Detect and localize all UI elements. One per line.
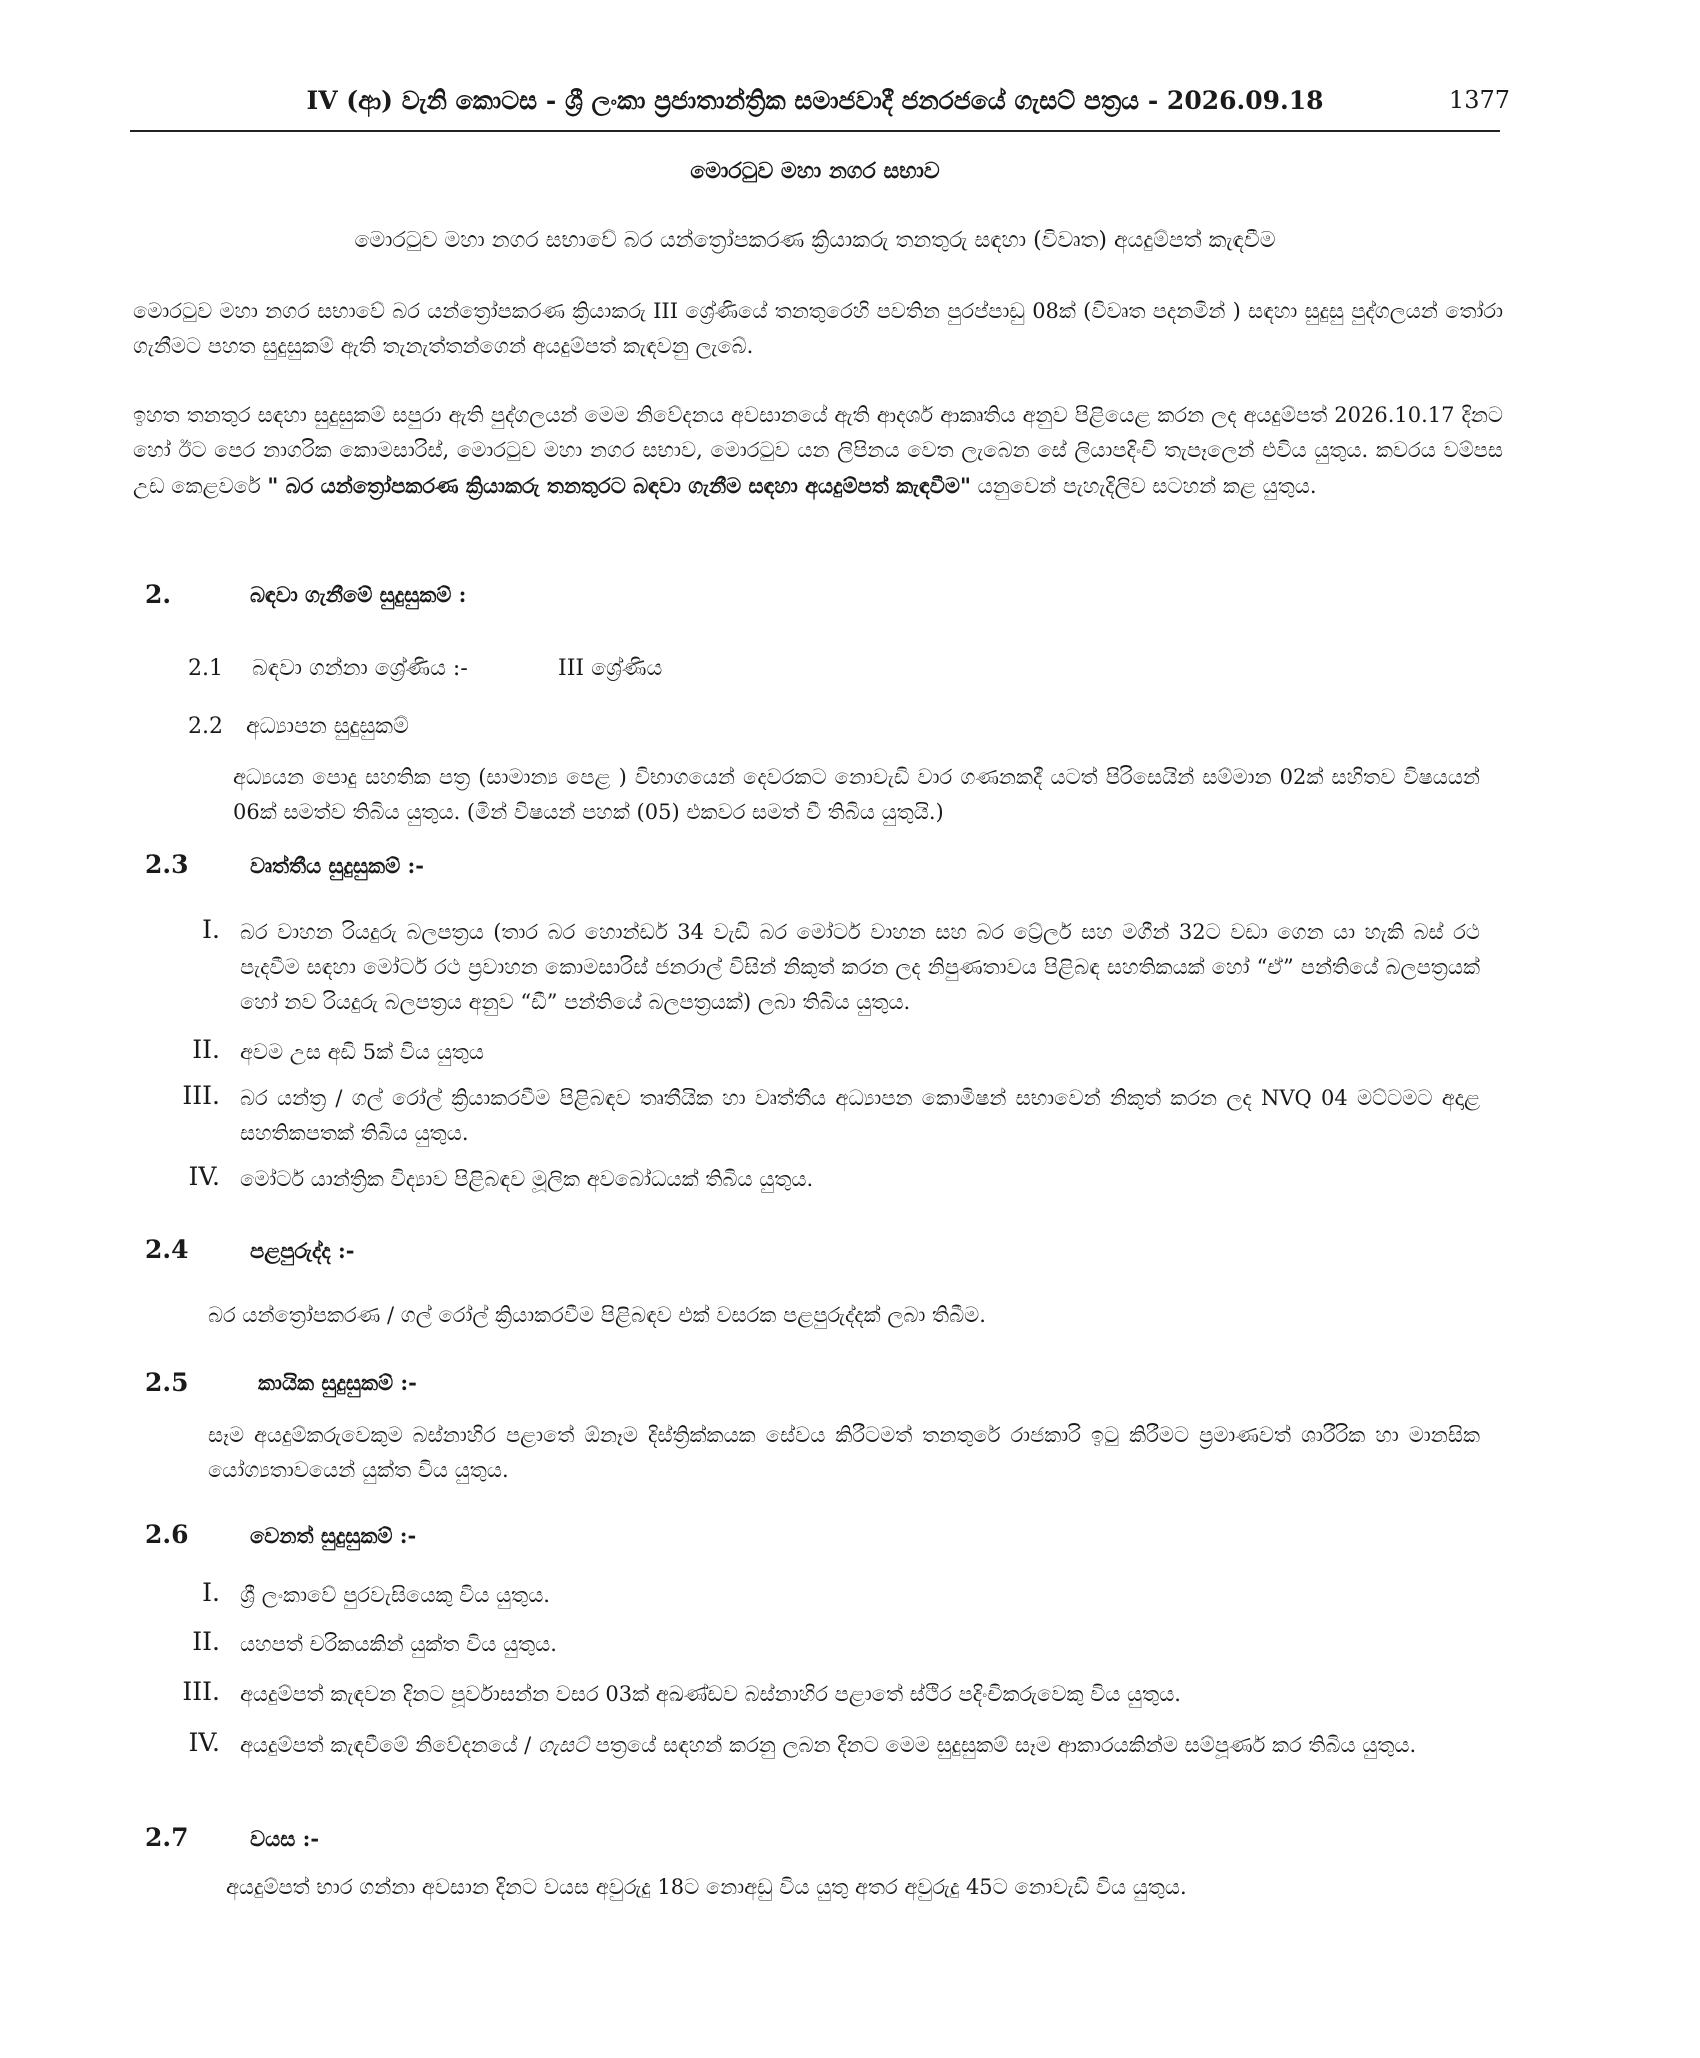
other-qualification-text: අයදුම්පත් කැඳවීමේ නිවේදනයේ / <box>240 1733 538 1757</box>
gazette-word: ගැසට් <box>537 1733 589 1757</box>
other-qualification-item: අයදුම්පත් කැඳවන දිනට පූර්වාසන්න වසර 03ක් අඛණ්ඩව බස්නාහිර පළාතේ ස්ථිර පදිංචිකරුවෙකු විය යුතුය. <box>240 1682 1181 1706</box>
other-qualification-item <box>240 1728 1480 1763</box>
section-2-4-text: බර යන්ත්‍රෝපකරණ / ගල් රෝල් ක්‍රියාකරවීම පිළිබඳව එක් වසරක පළපුරුද්දක් ලබා තිබීම. <box>208 1303 986 1327</box>
section-2-1-value: III ශ්‍රේණිය <box>558 656 663 681</box>
council-title: මොරටුව මහා නගර සභාව <box>690 158 940 184</box>
intro-paragraph-2 <box>133 398 1503 504</box>
vocational-item-number: I. <box>202 915 220 944</box>
section-2-7-number: 2.7 <box>145 1823 189 1852</box>
other-qualification-text-tail: පත්‍රයේ සඳහන් කරනු ලබන දිනට මෙම සුදුසුකම් සෑම ආකාරයකින්ම සම්පූර්ණ කර තිබිය යුතුය. <box>588 1733 1417 1757</box>
section-2-6-number: 2.6 <box>145 1520 189 1549</box>
vocational-item-number: III. <box>182 1081 220 1110</box>
vocational-item: බර වාහන රියදුරු බලපත්‍රය (තාර බර හොන්ඩර් 34 වැඩි බර මෝටර් වාහන සහ බර ට්‍රේලර් සහ මගීන් 32ට වඩා ගෙන යා හැකි බස් රථ පැදවීම සඳහා මෝටර් රථ ප්‍රවාහන කොමසාරිස් ජනරාල් විසින් නිකුත් කරන ලද නිපුණතාවය පිළිබඳ සහතිකයක් හෝ “ඒ” පන්තියේ බලපත්‍රයක් හෝ නව රියදුරු බලපත්‍රය අනුව “ඩී” පන්තියේ බලපත්‍රයක්) ලබා තිබිය යුතුය. <box>240 920 1480 1014</box>
vocational-item: අවම උස අඩි 5ක් විය යුතුය <box>240 1040 484 1064</box>
section-2-number: 2. <box>145 580 172 609</box>
other-qualification-number: III. <box>182 1677 220 1706</box>
section-2-5-number: 2.5 <box>145 1368 189 1397</box>
vocational-item: මෝටර් යාන්ත්‍රික විද්‍යාව පිළිබඳව මූලික අවබෝධයක් තිබිය යුතුය. <box>240 1167 814 1191</box>
other-qualification-number: II. <box>192 1627 220 1656</box>
section-2-5-text: සෑම අයදුම්කරුවෙකුම බස්නාහිර පළාතේ ඕනෑම දිස්ත්‍රික්කයක සේවය කිරීටමත් තනතුරේ රාජකාරි ඉටු කිරීමට ප්‍රමාණවත් ශාරීරික හා මානසික යෝග්‍යතාවයෙන් යුක්ත විය යුතුය. <box>208 1423 1480 1482</box>
section-2-7-title: වයස :- <box>250 1826 320 1851</box>
section-2-2-label: අධ්‍යාපන සුදුසුකම් <box>246 714 409 739</box>
vocational-item-number: IV. <box>188 1162 220 1191</box>
section-2-2-number: 2.2 <box>188 714 223 739</box>
other-qualification-number: IV. <box>188 1728 220 1757</box>
other-qualification-item: ශ්‍රී ලංකාවේ පුරවැසියෙකු විය යුතුය. <box>240 1583 550 1607</box>
intro-paragraph-2-text: ඉහත තනතුර සඳහා සුදුසුකම් සපුරා ඇති පුද්ගලයන් මෙම නිවේදනය අවසානයේ ඇති ආදර්ශ ආකෘතිය අනුව පිළියෙළ කරන ලද අයදුම්පත් 2026.10.17 දිනට හෝ ඊට පෙර නාගරික කොමසාරිස්, මොරටුව මහා නගර සභාව, මොරටුව යන ලිපිනය වෙත ලැබෙන සේ ලියාපදිංචි තැපෑලෙන් එවිය යුතුය. කවරය වම්පස උඩ කෙළවරේ <box>133 403 1503 498</box>
other-qualification-item: යහපත් චරිකයකින් යුක්ත විය යුතුය. <box>240 1632 557 1656</box>
section-2-title: බඳවා ගැනීමේ සුදුසුකම් : <box>250 582 467 607</box>
section-2-1-label: බඳවා ගන්නා ශ්‍රේණිය :- <box>252 656 468 681</box>
section-2-4-number: 2.4 <box>145 1235 189 1264</box>
other-qualification-number: I. <box>202 1578 220 1607</box>
section-2-4-title: පළපුරුද්ද :- <box>250 1238 355 1263</box>
section-2-1-number: 2.1 <box>188 656 223 681</box>
section-2-2-text: අධ්‍යයන පොදු සහතික පත්‍ර (සාමාන්‍ය පෙළ ) විභාගයෙන් දෙවරකට නොවැඩි වාර ගණනකදී යටත් පිරිසෙයින් සම්මාන 02ක් සහිතව විෂයයන් 06ක් සමත්ව තිබිය යුතුය. (මින් විෂයන් පහක් (05) එකවර සමත් වී තිබිය යුතුයි.) <box>233 765 1480 824</box>
section-2-3-number: 2.3 <box>145 850 189 879</box>
notice-title: මොරටුව මහා නගර සභාවේ බර යන්ත්‍රෝපකරණ ක්‍රියාකරු තනතුරු සඳහා (විවෘත) අයදුම්පත් කැඳවීම <box>354 228 1276 253</box>
section-2-3-title: වෘත්තීය සුදුසුකම් :- <box>250 853 424 878</box>
vocational-item-number: II. <box>192 1035 220 1064</box>
intro-envelope-heading: " බර යන්ත්‍රෝපකරණ ක්‍රියාකරු තනතුරට බඳවා ගැනීම සඳහා අයදුම්පත් කැඳවීම" <box>267 473 971 498</box>
section-2-6-title: වෙනත් සුදුසුකම් :- <box>250 1523 417 1548</box>
page-number: 1377 <box>1448 86 1510 114</box>
section-2-7-text: අයදුම්පත් භාර ගන්නා අවසාන දිනට වයස අවුරුදු 18ට නොඅඩු විය යුතු අතර අවුරුදු 45ට නොවැඩි විය යුතුය. <box>226 1875 1187 1899</box>
vocational-item: බර යන්ත්‍ර / ගල් රෝල් ක්‍රියාකරවීම පිළිබඳව තෘතීයික හා වෘත්තීය අධ්‍යාපන කොමිෂන් සභාවෙන් නිකුත් කරන ලද NVQ 04 මට්ටමට අදාළ සහතිකපතක් තිබිය යුතුය. <box>240 1086 1480 1145</box>
intro-paragraph-1: මොරටුව මහා නගර සභාවේ බර යන්ත්‍රෝපකරණ ක්‍රියාකරු III ශ්‍රේණියේ තනතුරෙහි පවතින පුරප්පාඩු 08ක් (විවෘත පදනමින් ) සඳහා සුදුසු පුද්ගලයන් තෝරා ගැනීමට පහත සුදුසුකම් ඇති තැනැත්තන්ගෙන් අයදුම්පත් කැඳවනු ලැබේ. <box>133 299 1503 358</box>
header-rule <box>130 130 1500 132</box>
gazette-header-title: IV (ආ) වැනි කොටස - ශ්‍රී ලංකා ප්‍රජාතාන්ත්‍රික සමාජවාදී ජනරජයේ ගැසට් පත්‍රය - 2026.09.18 <box>306 86 1324 115</box>
section-2-5-title: කායික සුදුසුකම් :- <box>258 1370 417 1395</box>
intro-paragraph-2-tail: යනුවෙන් පැහැදිලිව සටහන් කළ යුතුය. <box>970 474 1317 498</box>
